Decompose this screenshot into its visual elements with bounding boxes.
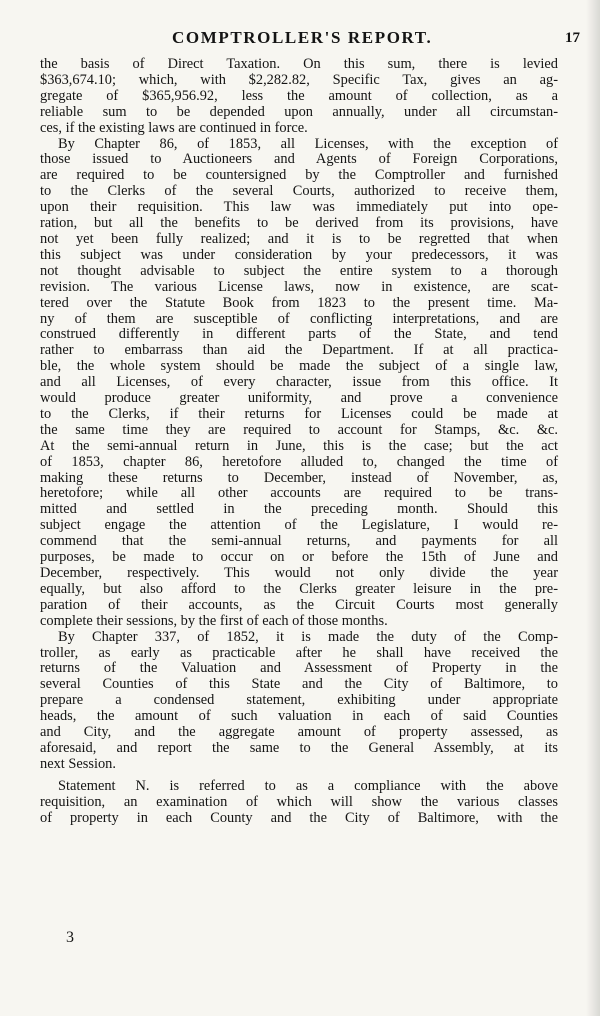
- text-line: By Chapter 337, of 1852, it is made the duty of the Comp-: [58, 628, 558, 645]
- text-line: revision. The various License laws, now in existence, are scat-: [40, 278, 558, 295]
- text-line: construed differently in different parts of the State, and tend: [40, 326, 558, 343]
- page-number: 17: [565, 30, 580, 46]
- text-line: equally, but also afford to the Clerks greater leisure in the pre-: [40, 580, 558, 597]
- text-line: are required to be countersigned by the Comptroller and furnished: [40, 167, 558, 184]
- text-line: those issued to Auctioneers and Agents of Foreign Corporations,: [40, 151, 558, 168]
- text-line: this subject was under consideration by your predecessors, it was: [40, 246, 558, 263]
- text-line: heretofore; while all other accounts are required to be trans-: [40, 485, 558, 502]
- body-text: [40, 57, 558, 827]
- text-line: At the semi-annual return in June, this is the case; but the act: [40, 437, 558, 454]
- text-line: next Session.: [40, 755, 116, 772]
- text-line: complete their sessions, by the first of each of those months.: [40, 612, 388, 629]
- text-line: returns of the Valuation and Assessment of Property in the: [40, 660, 558, 677]
- text-line: several Counties of this State and the City of Baltimore, to: [40, 676, 558, 693]
- text-line: making these returns to December, instead of November, as,: [40, 469, 558, 486]
- text-line: would produce greater uniformity, and prove a convenience: [40, 390, 558, 407]
- text-line: By Chapter 86, of 1853, all Licenses, with the exception of: [58, 135, 558, 152]
- text-line: not thought advisable to subject the entire system to a thorough: [40, 262, 558, 279]
- text-line: mitted and settled in the preceding month. Should this: [40, 501, 558, 518]
- text-line: aforesaid, and report the same to the General Assembly, at its: [40, 739, 558, 756]
- text-line: the basis of Direct Taxation. On this sum, there is levied: [40, 56, 558, 72]
- running-title: COMPTROLLER'S REPORT.: [172, 28, 433, 47]
- text-line: ny of them are susceptible of conflicting interpretations, and are: [40, 310, 558, 327]
- text-line: $363,674.10; which, with $2,282.82, Specific Tax, gives an ag-: [40, 71, 558, 88]
- text-line: prepare a condensed statement, exhibiting under appropriate: [40, 692, 558, 709]
- text-line: requisition, an examination of which will show the various classes: [40, 793, 558, 810]
- text-line: not yet been fully realized; and it is to be regretted that when: [40, 230, 558, 247]
- text-line: troller, as early as practicable after he shall have received the: [40, 644, 558, 661]
- text-line: ble, the whole system should be made the subject of a single law,: [40, 358, 558, 375]
- page-header: [0, 22, 600, 52]
- text-line: ces, if the existing laws are continued in force.: [40, 119, 308, 136]
- text-line: paration of their accounts, as the Circuit Courts most generally: [40, 596, 558, 613]
- text-line: subject engage the attention of the Legislature, I would re-: [40, 517, 558, 534]
- text-line: the same time they are required to account for Stamps, &c. &c.: [40, 421, 558, 438]
- text-line: tered over the Statute Book from 1823 to the present time. Ma-: [40, 294, 558, 311]
- text-line: heads, the amount of such valuation in each of said Counties: [40, 708, 558, 725]
- text-line: to the Clerks, if their returns for Licenses could be made at: [40, 405, 558, 422]
- text-line: upon their requisition. This law was immediately put into ope-: [40, 199, 558, 216]
- text-line: reliable sum to be depended upon annually, under all circumstan-: [40, 103, 558, 120]
- text-line: commend that the semi-annual returns, and payments for all: [40, 533, 558, 550]
- text-line: purposes, be made to occur on or before the 15th of June and: [40, 549, 558, 566]
- text-line: rather to embarrass than aid the Department. If at all practica-: [40, 342, 558, 359]
- text-line: ration, but all the benefits to be derived from its provisions, have: [40, 215, 558, 232]
- text-line: gregate of $365,956.92, less the amount of collection, as a: [40, 87, 558, 104]
- text-line: of 1853, chapter 86, heretofore alluded to, changed the time of: [40, 453, 558, 470]
- page-edge-shadow: [586, 0, 600, 1016]
- text-line: December, respectively. This would not only divide the year: [40, 565, 558, 581]
- text-line: to the Clerks of the several Courts, authorized to receive them,: [40, 183, 558, 200]
- signature-mark: 3: [66, 929, 74, 946]
- text-line: and City, and the aggregate amount of property assessed, as: [40, 724, 558, 741]
- text-line: of property in each County and the City of Baltimore, with the: [40, 809, 558, 826]
- text-line: Statement N. is referred to as a compliance with the above: [58, 777, 558, 794]
- text-line: and all Licenses, of every character, issue from this office. It: [40, 374, 558, 391]
